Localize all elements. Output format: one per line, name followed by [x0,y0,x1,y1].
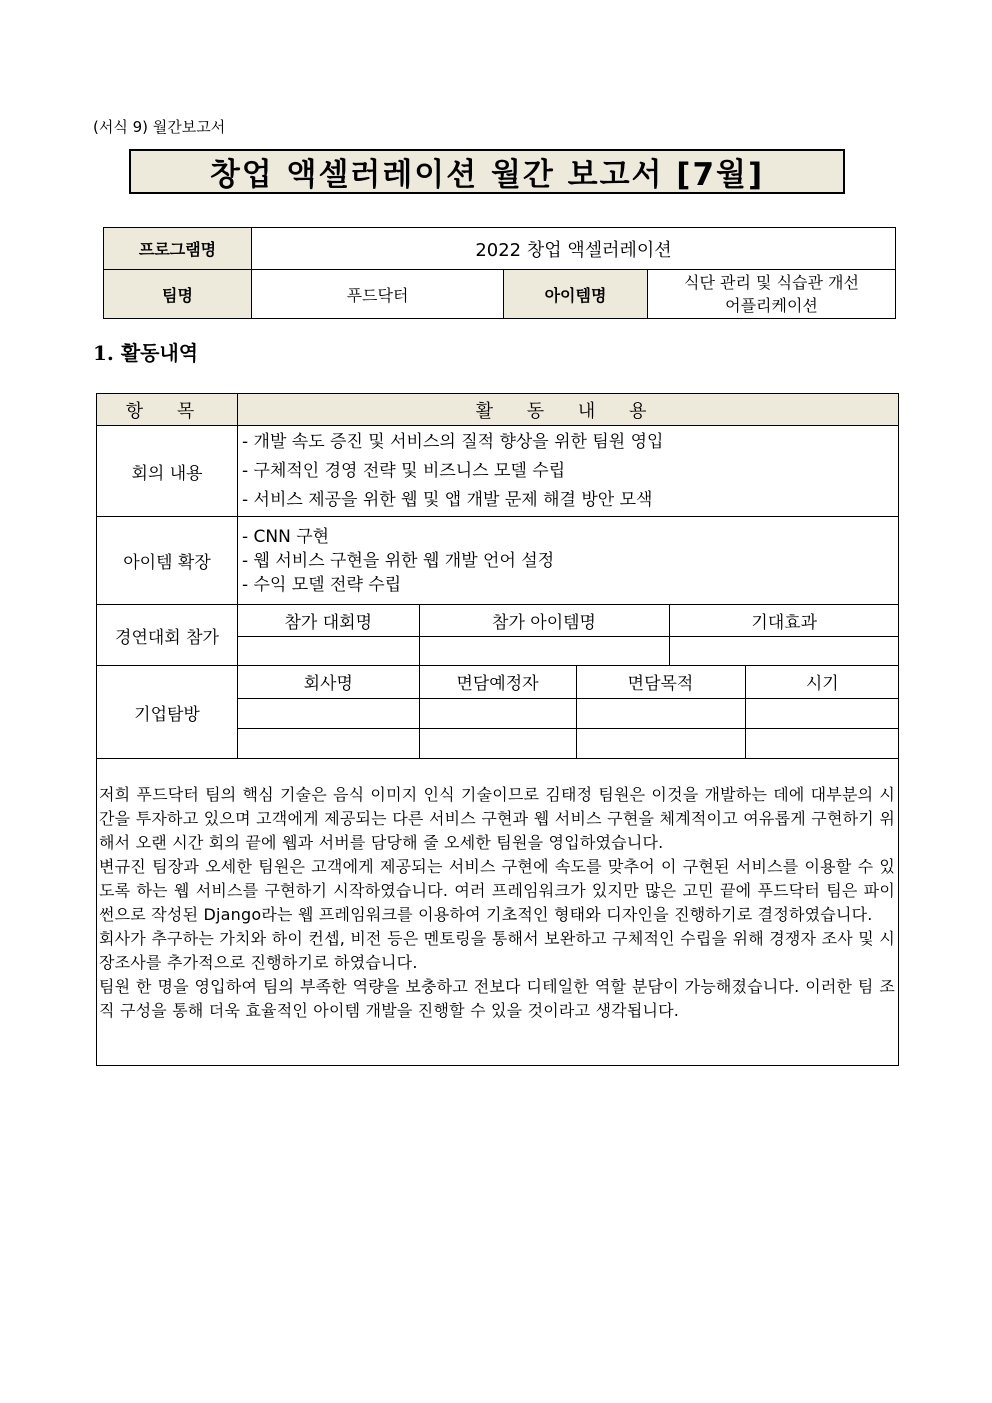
expansion-item: - 웹 서비스 구현을 위한 웹 개발 언어 설정 [242,550,555,571]
visit-content [238,666,899,759]
meeting-item: - 개발 속도 증진 및 서비스의 질적 향상을 위한 팀원 영입 [242,431,664,452]
contest-subtable [238,605,899,665]
table-cell [238,728,419,758]
item-name-line-1: 식단 관리 및 식습관 개선 [684,273,859,292]
item-name-line-2: 어플리케이션 [725,296,818,315]
form-label: (서식 9) 월간보고서 [93,118,226,136]
expansion-item: - 수익 모델 전략 수립 [242,574,402,595]
expansion-label: 아이템 확장 [97,517,238,605]
expansion-content [238,517,899,605]
report-title: 창업 액셀러레이션 월간 보고서 [7월] [209,157,765,193]
visit-header-company: 회사명 [238,666,419,698]
col-header-item: 항 목 [97,394,238,426]
table-cell [576,728,745,758]
table-cell [419,698,576,728]
team-name-value: 푸드닥터 [252,270,504,319]
program-name-value: 2022 창업 액셀러레이션 [252,228,896,270]
item-name-value [648,270,896,319]
table-cell [419,636,669,665]
narrative-paragraph: 저희 푸드닥터 팀의 핵심 기술은 음식 이미지 인식 기술이므로 김태정 팀원은 이것을 개발하는 데에 대부분의 시간을 투자하고 있으며 고객에게 제공되는 다른 서비스 구현과 웹 서비스 구현을 체계적이고 여유롭게 구현하기 위해서 오랜 시간 회의 끝에 웹과 서버를 담당해 줄 오세한 팀원을 영입하였습니다. [99,785,895,852]
team-name-label: 팀명 [104,270,252,319]
program-info-table [103,227,896,319]
activity-table [96,393,899,1066]
contest-header-effect: 기대효과 [669,605,899,636]
narrative-paragraph: 회사가 추구하는 가치와 하이 컨셉, 비전 등은 멘토링을 통해서 보완하고 구체적인 수립을 위해 경쟁자 조사 및 시장조사를 추가적으로 진행하기로 하였습니다. [99,929,895,972]
table-cell [745,698,899,728]
program-name-label: 프로그램명 [104,228,252,270]
section-title: 1. 활동내역 [93,341,199,365]
visit-label: 기업탐방 [97,666,238,759]
contest-content [238,605,899,666]
table-cell [419,728,576,758]
contest-header-name: 참가 대회명 [238,605,419,636]
contest-header-item: 참가 아이템명 [419,605,669,636]
table-cell [669,636,899,665]
narrative-paragraph: 팀원 한 명을 영입하여 팀의 부족한 역량을 보충하고 전보다 디테일한 역할 분담이 가능해졌습니다. 이러한 팀 조직 구성을 통해 더욱 효율적인 아이템 개발을 진행할 수 있을 것이라고 생각됩니다. [99,977,895,1020]
contest-label: 경연대회 참가 [97,605,238,666]
item-name-label: 아이템명 [504,270,648,319]
meeting-item: - 서비스 제공을 위한 웹 및 앱 개발 문제 해결 방안 모색 [242,489,653,510]
report-title-box [129,149,845,194]
col-header-content: 활 동 내 용 [238,394,899,426]
visit-subtable [238,666,899,758]
narrative-paragraph: 변규진 팀장과 오세한 팀원은 고객에게 제공되는 서비스 구현에 속도를 맞추어 이 구현된 서비스를 이용할 수 있도록 하는 웹 서비스를 구현하기 시작하였습니다. 여러 프레임워크가 있지만 많은 고민 끝에 푸드닥터 팀은 파이썬으로 작성된 Django라는 웹 프레임워크를 이용하여 기초적인 형태와 디자인을 진행하기로 결정하였습니다. [99,857,895,924]
table-cell [745,728,899,758]
table-cell [238,636,419,665]
meeting-label: 회의 내용 [97,426,238,517]
visit-header-purpose: 면담목적 [576,666,745,698]
visit-header-date: 시기 [745,666,899,698]
visit-header-interviewee: 면담예정자 [419,666,576,698]
narrative-box [97,759,899,1066]
meeting-item: - 구체적인 경영 전략 및 비즈니스 모델 수립 [242,460,566,481]
meeting-content [238,426,899,517]
table-cell [576,698,745,728]
table-cell [238,698,419,728]
expansion-item: - CNN 구현 [242,526,330,547]
